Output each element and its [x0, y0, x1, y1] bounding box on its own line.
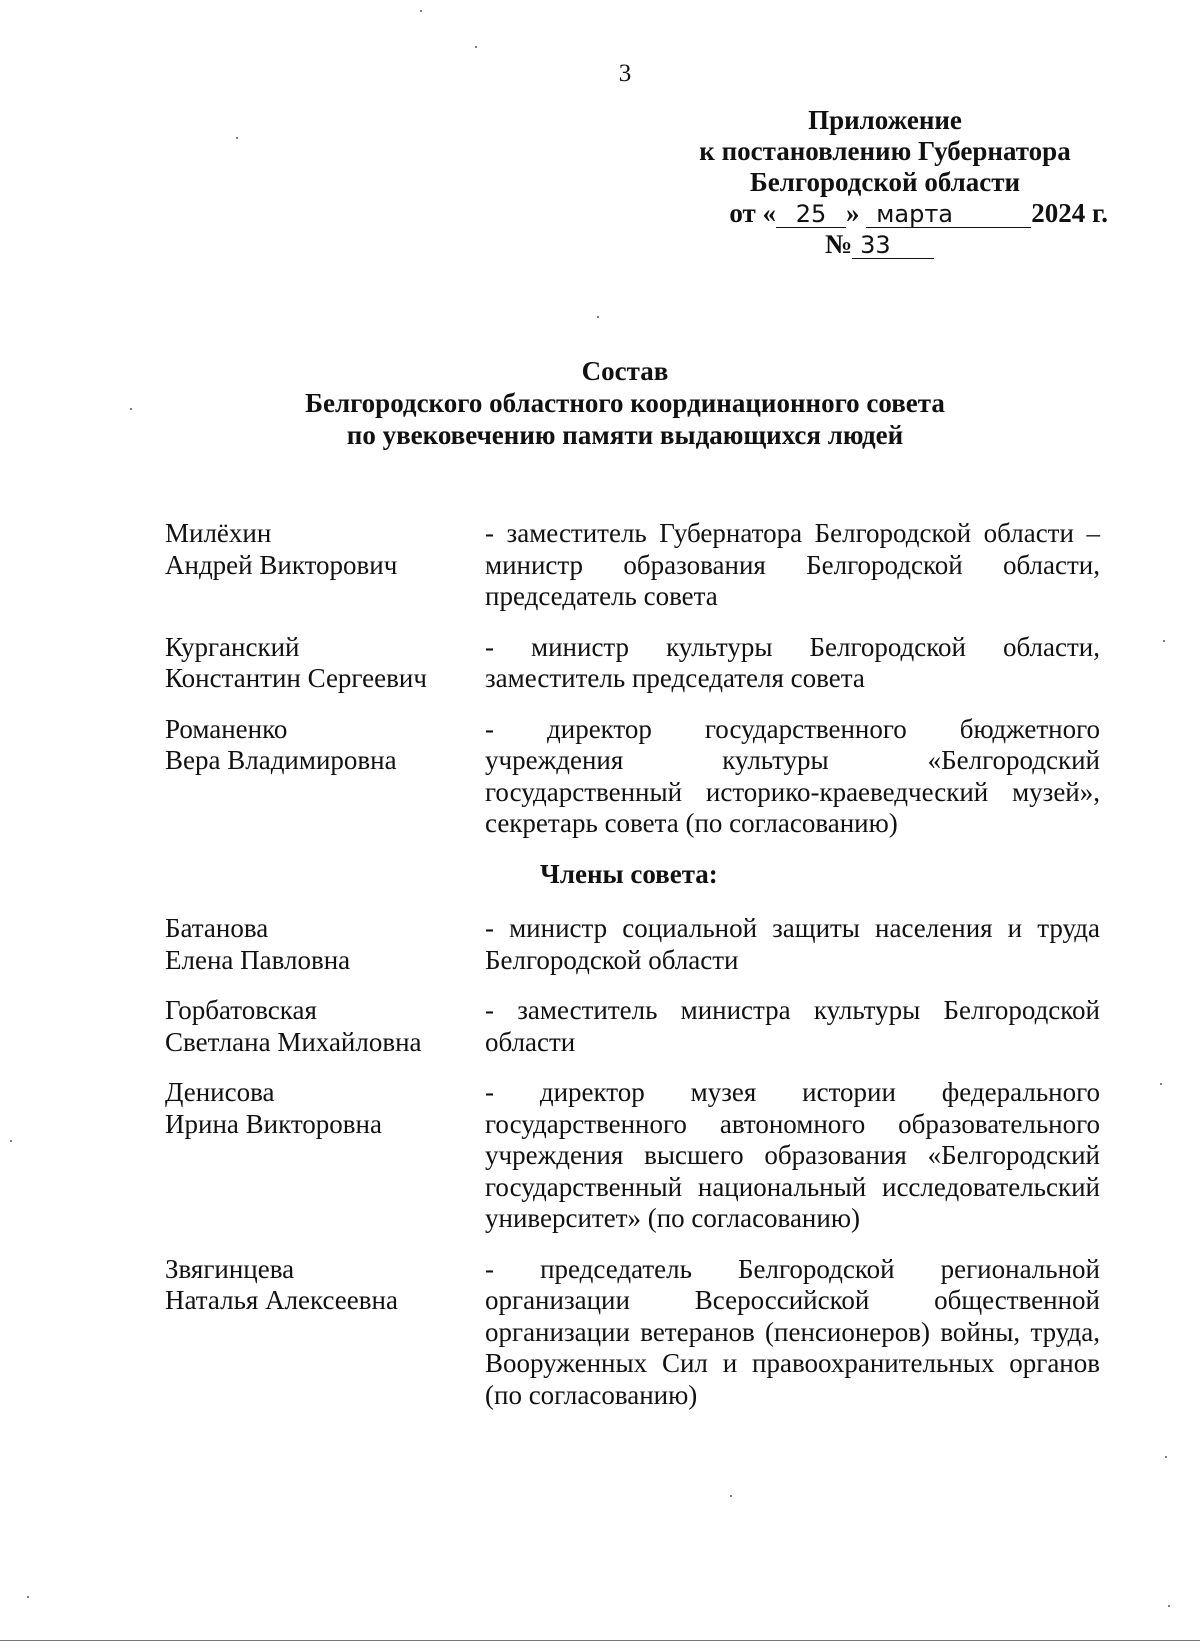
- member-surname: Горбатовская: [165, 995, 317, 1025]
- member-given-names: Ирина Викторовна: [165, 1108, 382, 1139]
- scan-speck: [236, 137, 238, 139]
- council-composition: [165, 518, 1100, 1430]
- number-prefix: №: [825, 229, 853, 259]
- member-role: - заместитель Губернатора Белгородской области – министр образования Белгородской области, председатель совета: [485, 518, 1100, 611]
- date-year: 2024 г.: [1031, 198, 1108, 228]
- member-surname: Романенко: [165, 713, 288, 744]
- scan-speck: [1168, 1605, 1170, 1607]
- scan-speck: [130, 408, 132, 410]
- member-row: [165, 632, 1100, 695]
- member-role: - министр социальной защиты населения и труда Белгородской области: [485, 913, 1100, 975]
- scan-speck: [10, 1140, 12, 1142]
- members-heading: Члены совета:: [540, 858, 718, 889]
- scan-speck: [1165, 1456, 1167, 1458]
- appendix-number-line: [660, 229, 1110, 260]
- member-row: [165, 1077, 1100, 1235]
- member-name: [165, 632, 485, 695]
- appendix-line-2: к постановлению Губернатора: [699, 136, 1071, 166]
- member-given-names: Наталья Алексеевна: [165, 1285, 398, 1315]
- member-row: [165, 913, 1100, 976]
- member-role: - заместитель министра культуры Белгородской области: [485, 995, 1100, 1057]
- member-role: - министр культуры Белгородской области, заместитель председателя совета: [485, 631, 1100, 693]
- scan-speck: [1160, 1083, 1162, 1085]
- document-number: 33: [852, 232, 934, 259]
- member-given-names: Вера Владимировна: [165, 745, 397, 775]
- date-month: марта: [866, 201, 1031, 228]
- member-given-names: Елена Павловна: [165, 944, 351, 975]
- member-name: [165, 518, 485, 613]
- date-day: 25: [776, 201, 846, 228]
- page-bottom-edge: [0, 1640, 1200, 1641]
- scan-speck: [420, 10, 422, 12]
- member-role: - директор государственного бюджетного учреждения культуры «Белгородский государственный историко-краеведческий музей», секретарь совета (по согласованию): [485, 713, 1100, 838]
- member-surname: Денисова: [165, 1077, 275, 1107]
- member-row: [165, 714, 1100, 840]
- member-name: [165, 1254, 485, 1412]
- scan-speck: [27, 1596, 29, 1598]
- scan-speck: [730, 1495, 732, 1497]
- member-row: [165, 1254, 1100, 1412]
- member-role: - директор музея истории федерального государственного автономного образовательного учреждения высшего образования «Белгородский государственный национальный исследовательский университет» (по согласованию): [485, 1077, 1100, 1233]
- appendix-line-1: Приложение: [808, 105, 962, 135]
- member-name: [165, 995, 485, 1058]
- appendix-header: [660, 105, 1110, 260]
- title-line-3: по увековечению памяти выдающихся людей: [346, 420, 904, 450]
- date-mid: »: [846, 198, 860, 228]
- appendix-date-line: [660, 198, 1110, 229]
- scan-speck: [1163, 640, 1165, 642]
- member-surname: Курганский: [165, 631, 300, 662]
- member-surname: Звягинцева: [165, 1253, 295, 1284]
- title-line-1: Состав: [581, 356, 669, 386]
- member-given-names: Константин Сергеевич: [165, 663, 427, 693]
- scan-speck: [597, 316, 599, 318]
- member-row: [165, 995, 1100, 1058]
- member-name: [165, 714, 485, 840]
- page-number: 3: [618, 60, 632, 87]
- member-given-names: Светлана Михайловна: [165, 1026, 422, 1057]
- member-role: - председатель Белгородской региональной организации Всероссийской общественной организации ветеранов (пенсионеров) войны, труда, Вооруженных Сил и правоохранительных органов (по согласованию): [485, 1253, 1100, 1410]
- document-title: [0, 355, 1200, 451]
- member-name: [165, 1077, 485, 1235]
- member-surname: Батанова: [165, 913, 269, 943]
- appendix-line-3: Белгородской области: [749, 167, 1021, 197]
- member-row: [165, 518, 1100, 613]
- scan-speck: [475, 46, 477, 48]
- member-given-names: Андрей Викторович: [165, 549, 398, 580]
- title-line-2: Белгородского областного координационного совета: [305, 388, 945, 418]
- member-surname: Милёхин: [165, 518, 272, 548]
- member-name: [165, 913, 485, 976]
- date-prefix: от «: [729, 198, 777, 228]
